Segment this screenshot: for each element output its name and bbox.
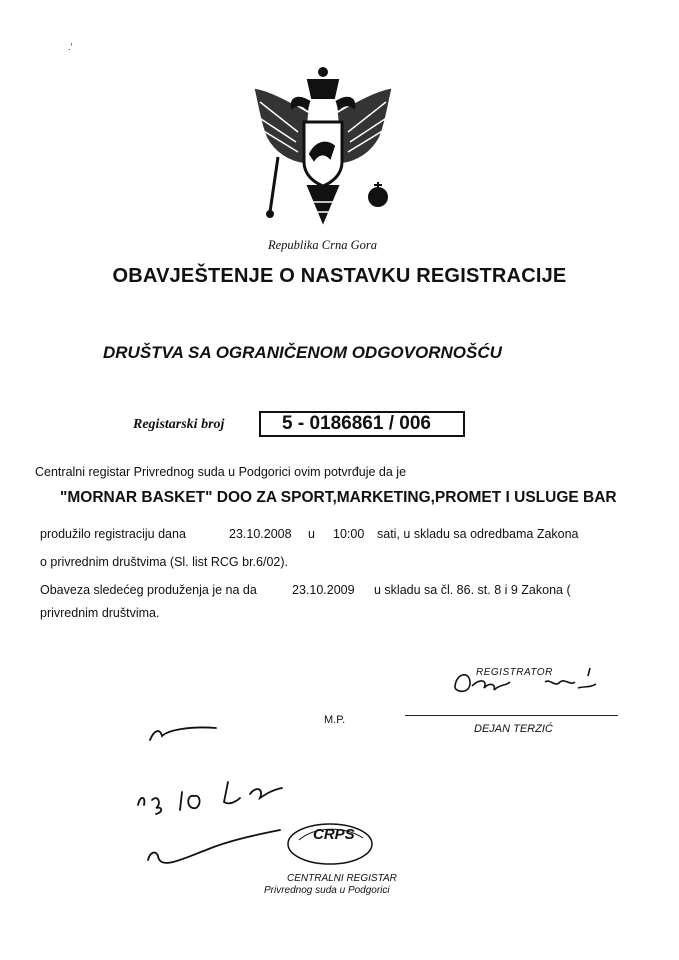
extended-u: u xyxy=(308,527,315,541)
document-title: OBAVJEŠTENJE O NASTAVKU REGISTRACIJE xyxy=(112,265,567,287)
signature-line xyxy=(405,715,618,716)
next-suffix: u skladu sa čl. 86. st. 8 i 9 Zakona ( xyxy=(374,583,571,597)
registrar-name: DEJAN TERZIĆ xyxy=(474,723,553,735)
republic-caption: Republika Crna Gora xyxy=(268,238,378,252)
intro-text: Centralni registar Privrednog suda u Podgorici ovim potvrđuje da je xyxy=(35,465,407,479)
registrar-signature xyxy=(450,658,610,698)
registration-label: Registarski broj xyxy=(133,417,225,432)
next-date: 23.10.2009 xyxy=(292,583,355,597)
stamp-line-2: Privrednog suda u Podgorici xyxy=(264,885,390,896)
registration-number: 5 - 0186861 / 006 xyxy=(282,413,431,434)
law-line: o privrednim društvima (Sl. list RCG br.6/02). xyxy=(40,555,288,569)
extended-date: 23.10.2008 xyxy=(229,527,292,541)
stamp-line-1: CENTRALNI REGISTAR xyxy=(287,873,397,884)
corner-mark: .’ xyxy=(68,42,73,52)
company-name: "MORNAR BASKET" DOO ZA SPORT,MARKETING,PROMET I USLUGE BAR xyxy=(60,489,617,506)
next-line2: privrednim društvima. xyxy=(40,606,160,620)
stamp-logo-text: CRPS xyxy=(313,826,355,843)
extended-time: 10:00 xyxy=(333,527,365,541)
mp-label: M.P. xyxy=(324,714,346,726)
coat-of-arms-emblem xyxy=(238,62,408,237)
next-prefix: Obaveza sledećeg produženja je na da xyxy=(40,583,257,597)
extended-suffix: sati, u skladu sa odredbama Zakona xyxy=(377,527,579,541)
registrar-label: REGISTRATOR xyxy=(476,667,553,678)
extended-prefix: produžilo registraciju dana xyxy=(40,527,186,541)
document-subtitle: DRUŠTVA SA OGRANIČENOM ODGOVORNOŠĆU xyxy=(103,343,502,362)
